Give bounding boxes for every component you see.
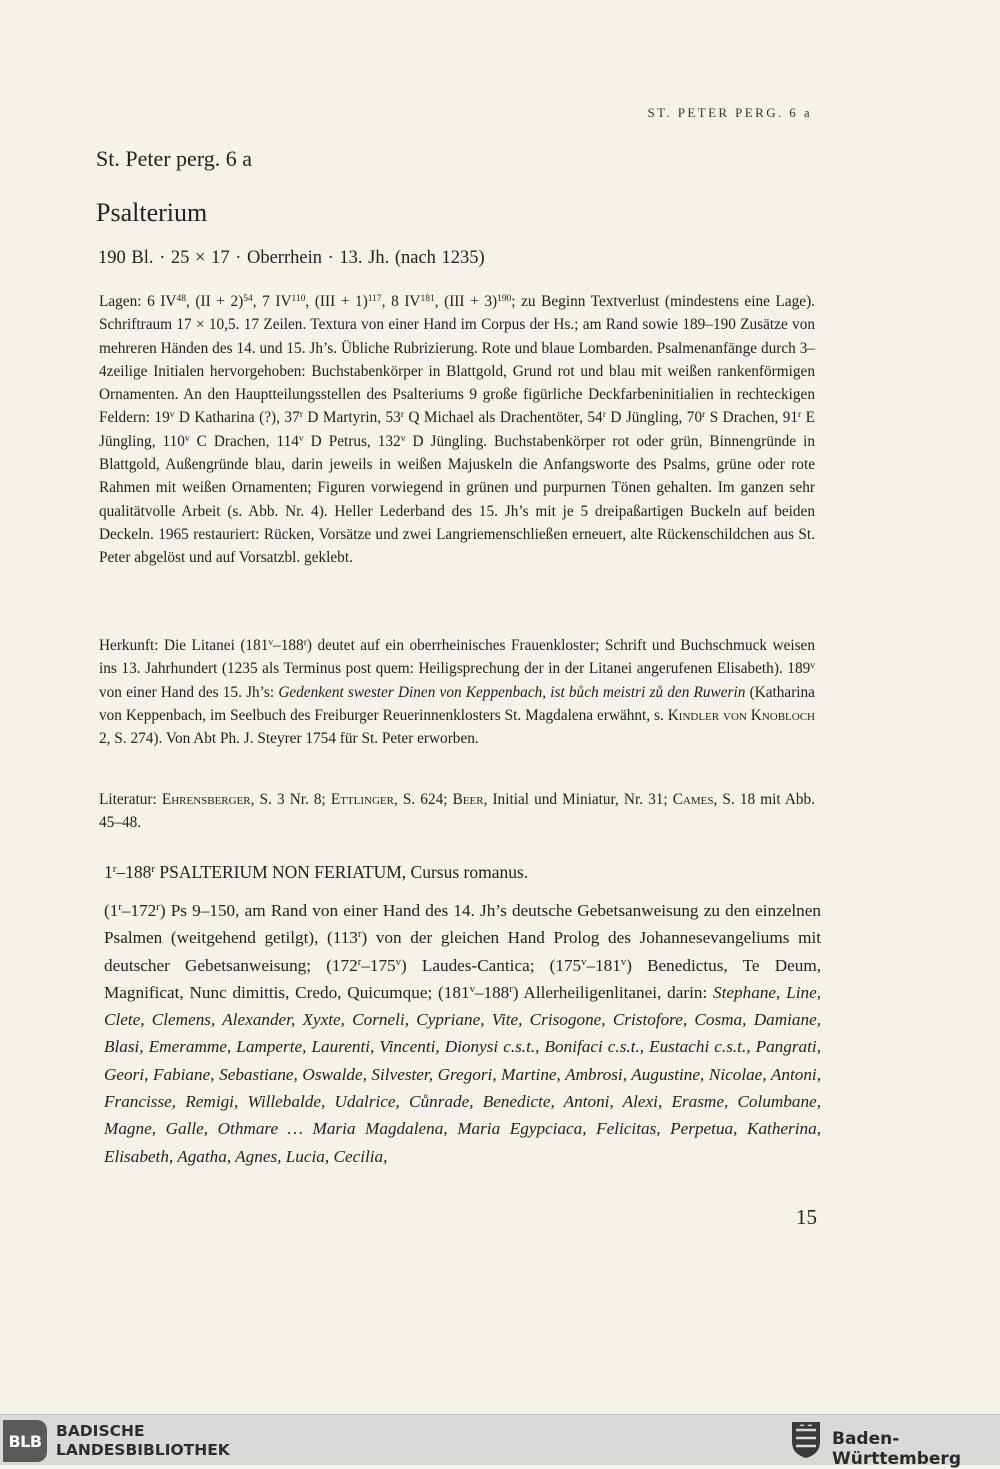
blb-logo-icon[interactable]: BLB (3, 1420, 47, 1462)
running-head: ST. PETER PERG. 6 a (647, 105, 812, 120)
page-number: 15 (796, 1205, 817, 1229)
section-heading: 1$^r$–188$^r$ PSALTERIUM NON FERIATUM, Cursus romanus. (104, 862, 529, 882)
content-paragraph: (1$^r$–172$^r$) Ps 9–150, am Rand von einer Hand des 14. Jh’s deutsche Gebetsanweisung zu den einzelnen Psalmen (weitgehend getilgt), (113$^r$) von der gleichen Hand Prolog des Johannesevangeliums mit deutscher Gebetsanweisung; (172$^r$–175$^v$) Laudes-Cantica; (175$^v$–181$^v$) Benedictus, Te Deum, Magnificat, Nunc dimittis, Credo, Quicumque; (181$^v$–188$^r$) Allerheiligenlitanei, darin: Stephane, Line, Clete, Clemens, Alexander, Xyxte, Corneli, Cypriane, Vite, Crisogone, Cristofore, Cosma, Damiane, Blasi, Emeramme, Lamperte, Laurenti, Vincenti, Dionysi c.s.t., Bonifaci c.s.t., Eustachi c.s.t., Pangrati, Geori, Fabiane, Sebastiane, Oswalde, Silvester, Gregori, Martine, Ambrosi, Augustine, Nicolae, Antoni, Francisse, Remigi, Willebalde, Udalrice, Cůnrade, Benedicte, Antoni, Alexi, Erasme, Columbane, Magne, Galle, Othmare … Maria Magdalena, Maria Egypciaca, Felicitas, Perpetua, Katherina, Elisabeth, Agatha, Agnes, Lucia, Cecilia, (104, 901, 822, 1166)
lagen-paragraph: Lagen: 6 IV$^{48}$, (II + 2)$^{54}$, 7 IV$^{110}$, (III + 1)$^{117}$, 8 IV$^{181}$, (III + 3)$^{190}$; zu Beginn Textverlust (mindestens eine Lage). Schriftraum 17 × 10,5. 17 Zeilen. Textura von einer Hand im Corpus der Hs.; am Rand sowie 189–190 Zusätze von mehreren Händen des 14. und 15. Jh’s. Übliche Rubrizierung. Rote und blaue Lombarden. Psalmenanfänge durch 3–4zeilige Initialen hervorgehoben: Buchstabenkörper in Blattgold, Grund rot und blau mit weißen rankenförmigen Ornamenten. An den Hauptteilungsstellen des Psalteriums 9 große figürliche Deckfarbeninitialien in rechteckigen Feldern: 19$^v$ D Katharina (?), 37$^r$ D Martyrin, 53$^r$ Q Michael als Drachentöter, 54$^r$ D Jüngling, 70$^r$ S Drachen, 91$^r$ E Jüngling, 110$^v$ C Drachen, 114$^v$ D Petrus, 132$^v$ D Jüngling. Buchstabenkörper rot oder grün, Binnengründe in Blattgold, Außengründe blau, darin jeweils in weißen Majuskeln die Anfangsworte des Psalms, grüne oder rote Rahmen mit weißen Ornamenten; Figuren vorwiegend in grünen und purpurnen Tönen gehalten. Im ganzen sehr qualitätvolle Arbeit (s. Abb. Nr. 4). Heller Lederband des 15. Jh’s mit je 5 dreipaßartigen Buckeln auf beiden Deckeln. 1965 restauriert: Rücken, Vorsätze und zwei Langriemenschließen erneuert, alte Rückenschildchen aus St. Peter abgelöst und auf Vorsatzbl. geklebt. (99, 293, 815, 567)
literatur-paragraph: Literatur: Ehrensberger, S. 3 Nr. 8; Ettlinger, S. 624; Beer, Initial und Miniatur, Nr. 31; Cames, S. 18 mit Abb. 45–48. (99, 791, 815, 832)
state-name[interactable]: Baden-Württemberg (832, 1429, 961, 1469)
codex-summary: 190 Bl. · 25 × 17 · Oberrhein · 13. Jh. (nach 1235) (98, 248, 485, 268)
footer-bar (0, 1414, 1000, 1469)
baden-wuerttemberg-crest-icon (788, 1420, 824, 1460)
herkunft-paragraph: Herkunft: Die Litanei (181$^v$–188$^r$) deutet auf ein oberrheinisches Frauenkloster; Schrift und Buchschmuck weisen ins 13. Jahrhundert (1235 als Terminus post quem: Heiligsprechung der in der Litanei angerufenen Elisabeth). 189$^v$ von einer Hand des 15. Jh’s: Gedenkent swester Dinen von Keppenbach, ist bůch meistri zů den Ruwerin (Katharina von Keppenbach, im Seelbuch des Freiburger Reuerinnenklosters St. Magdalena erwähnt, s. Kindler von Knobloch 2, S. 274). Von Abt Ph. J. Steyrer 1754 für St. Peter erworben. (99, 637, 815, 748)
shelfmark-heading: St. Peter perg. 6 a (96, 146, 253, 171)
page-title: Psalterium (96, 198, 208, 227)
library-name[interactable]: BADISCHE LANDESBIBLIOTHEK (56, 1422, 230, 1459)
